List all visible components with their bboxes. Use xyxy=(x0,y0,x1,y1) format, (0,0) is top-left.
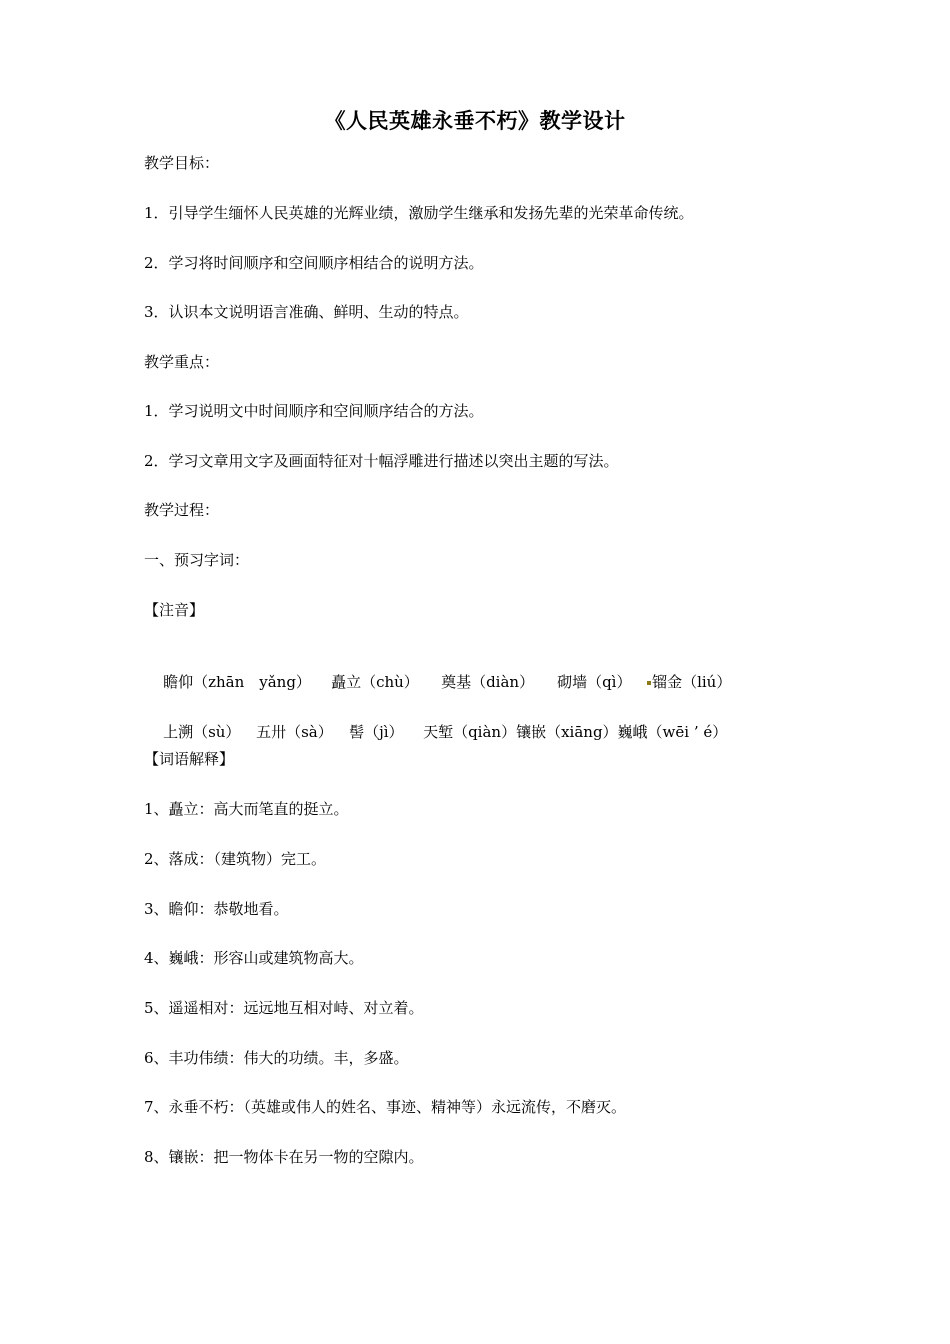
pinyin-entry: 砌墙（qì） xyxy=(557,673,632,691)
goal-item-3: 3．认识本文说明语言准确、鲜明、生动的特点。 xyxy=(144,303,469,321)
goals-heading: 教学目标： xyxy=(144,154,220,172)
process-heading: 教学过程： xyxy=(144,501,220,519)
vocab-item-1: 1、矗立：高大而笔直的挺立。 xyxy=(144,800,349,818)
pinyin-entry: 镏金（liú） xyxy=(652,673,732,691)
pinyin-entry: 奠基（diàn） xyxy=(441,673,535,691)
document-title: 《人民英雄永垂不朽》教学设计 xyxy=(324,108,626,133)
goal-item-2: 2．学习将时间顺序和空间顺序相结合的说明方法。 xyxy=(144,254,484,272)
vocab-item-6: 6、丰功伟绩：伟大的功绩。丰，多盛。 xyxy=(144,1049,409,1067)
vocab-item-5: 5、遥遥相对：远远地互相对峙、对立着。 xyxy=(144,999,424,1017)
pinyin-heading: 【注音】 xyxy=(144,601,205,619)
vocab-heading: 【词语解释】 xyxy=(144,750,235,768)
edit-mark-icon xyxy=(647,681,651,685)
vocab-item-4: 4、巍峨：形容山或建筑物高大。 xyxy=(144,949,364,967)
pinyin-entry: 天堑（qiàn）镶嵌（xiāng）巍峨（wēi ’ é） xyxy=(423,723,728,741)
focus-item-1: 1．学习说明文中时间顺序和空间顺序结合的方法。 xyxy=(144,402,484,420)
vocab-item-3: 3、瞻仰：恭敬地看。 xyxy=(144,900,289,918)
pinyin-entry: 五卅（sà） xyxy=(256,723,333,741)
preview-heading: 一、预习字词： xyxy=(144,551,250,569)
pinyin-entry: 瞻仰（zhān yǎng） xyxy=(163,673,311,691)
vocab-item-7: 7、永垂不朽：（英雄或伟人的姓名、事迹、精神等）永远流传，不磨灭。 xyxy=(144,1098,627,1116)
vocab-item-8: 8、镶嵌：把一物体卡在另一物的空隙内。 xyxy=(144,1148,424,1166)
vocab-item-2: 2、落成：（建筑物）完工。 xyxy=(144,850,327,868)
pinyin-entry: 髻（jì） xyxy=(349,723,404,741)
focus-item-2: 2．学习文章用文字及画面特征对十幅浮雕进行描述以突出主题的写法。 xyxy=(144,452,619,470)
goal-item-1: 1．引导学生缅怀人民英雄的光辉业绩，激励学生继承和发扬先辈的光荣革命传统。 xyxy=(144,204,694,222)
pinyin-entry-with-mark xyxy=(647,671,731,693)
pinyin-entry: 矗立（chù） xyxy=(331,673,419,691)
pinyin-entry: 上溯（sù） xyxy=(163,723,241,741)
focus-heading: 教学重点： xyxy=(144,353,220,371)
